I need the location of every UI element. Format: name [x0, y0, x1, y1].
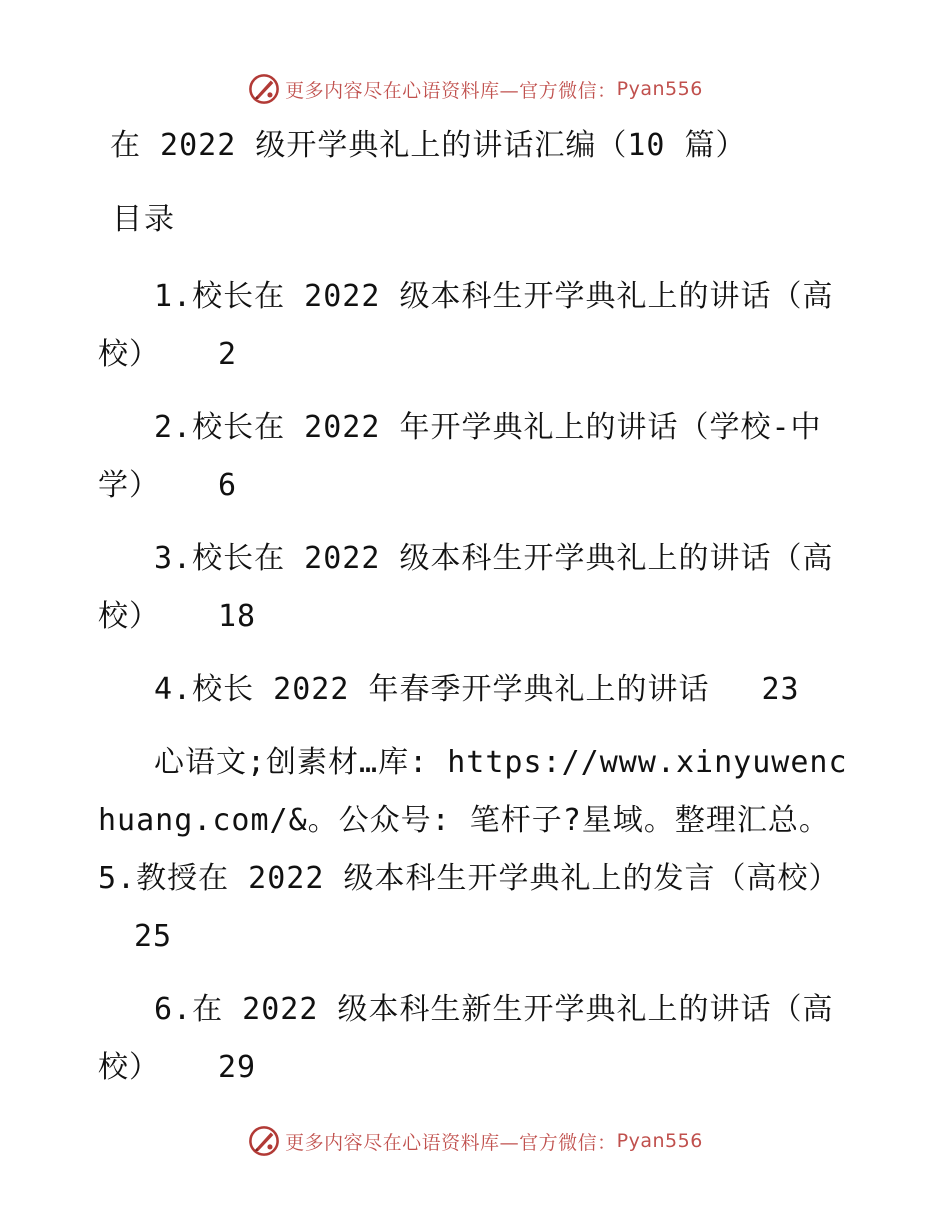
toc-entry-text: 6.在 2022 级本科生新生开学典礼上的讲话（高校） [98, 992, 834, 1085]
quill-pen-logo-icon [247, 1124, 281, 1158]
toc-entry-page: 18 [218, 599, 257, 634]
toc-entry-page: 6 [218, 468, 238, 503]
quill-pen-logo-icon [247, 72, 281, 106]
toc-entry-text: 1.校长在 2022 级本科生开学典礼上的讲话（高校） [98, 279, 834, 372]
header-watermark [0, 72, 950, 106]
toc-entry-1[interactable] [98, 268, 858, 384]
document-title: 在 2022 级开学典礼上的讲话汇编（10 篇） [110, 128, 747, 163]
toc-entry-page: 25 [134, 919, 173, 954]
toc-entry-4[interactable] [98, 661, 858, 719]
toc-entry-page: 23 [761, 672, 800, 707]
toc-heading: 目录 [112, 202, 176, 237]
table-of-contents [98, 268, 858, 1112]
footer-watermark [0, 1124, 950, 1158]
toc-entry-5[interactable] [98, 734, 858, 966]
toc-entry-text: 2.校长在 2022 年开学典礼上的讲话（学校-中学） [98, 410, 822, 503]
toc-entry-2[interactable] [98, 399, 858, 515]
toc-entry-text: 心语文;创素材…库: https://www.xinyuwenchuang.com/&。公众号: 笔杆子?星域。整理汇总。5.教授在 2022 级本科生开学典礼上的发言（高校） [98, 745, 848, 896]
toc-entry-text: 3.校长在 2022 级本科生开学典礼上的讲话（高校） [98, 541, 834, 634]
toc-entry-6[interactable] [98, 981, 858, 1097]
toc-entry-page: 2 [218, 337, 238, 372]
toc-entry-text: 4.校长 2022 年春季开学典礼上的讲话 [154, 672, 710, 707]
watermark-account: Pyan556 [616, 1130, 703, 1152]
watermark-text: 更多内容尽在心语资料库—官方微信： [285, 79, 617, 102]
toc-entry-page: 29 [218, 1050, 257, 1085]
toc-entry-3[interactable] [98, 530, 858, 646]
watermark-text: 更多内容尽在心语资料库—官方微信： [285, 1131, 617, 1154]
watermark-account: Pyan556 [616, 78, 703, 100]
